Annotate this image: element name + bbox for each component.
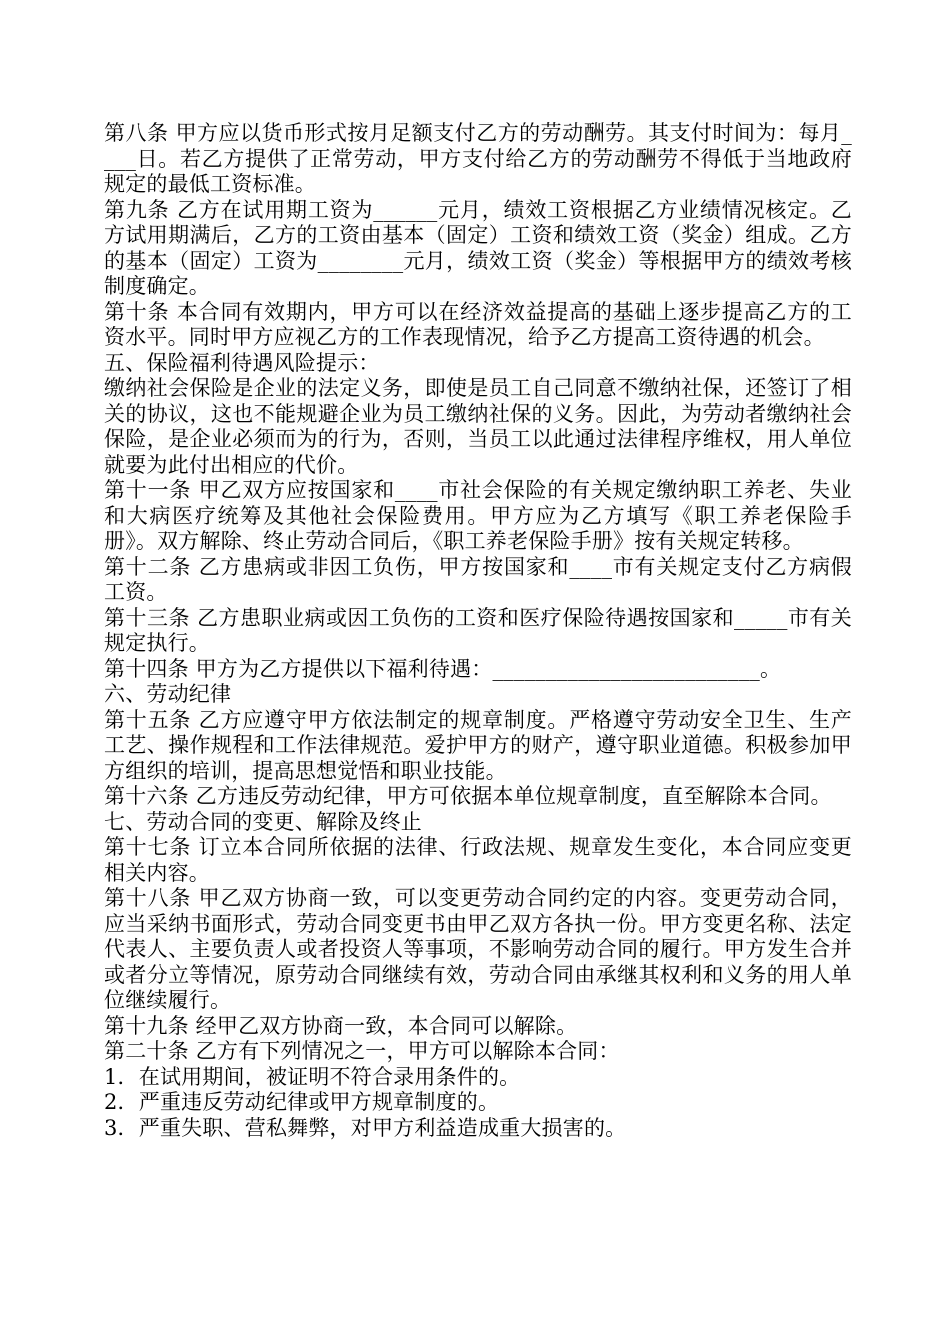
article-15: 第十五条 乙方应遵守甲方依法制定的规章制度。严格遵守劳动安全卫生、生产工艺、操作规程和工作法律规范。爱护甲方的财产，遵守职业道德。积极参加甲方组织的培训，提高思想觉悟和职业技能。 (104, 707, 852, 783)
insurance-risk-note: 缴纳社会保险是企业的法定义务，即使是员工自己同意不缴纳社保，还签订了相关的协议，这也不能规避企业为员工缴纳社保的义务。因此，为劳动者缴纳社会保险，是企业必须而为的行为，否则，当员工以此通过法律程序维权，用人单位就要为此付出相应的代价。 (104, 376, 852, 477)
document-page (104, 121, 852, 1141)
article-11: 第十一条 甲乙双方应按国家和____市社会保险的有关规定缴纳职工养老、失业和大病医疗统筹及其他社会保险费用。甲方应为乙方填写《职工养老保险手册》。双方解除、终止劳动合同后，《职工养老保险手册》按有关规定转移。 (104, 478, 852, 553)
section-heading-contract-change: 七、劳动合同的变更、解除及终止 (104, 809, 422, 834)
section-heading-discipline: 六、劳动纪律 (104, 682, 232, 706)
section-heading-insurance: 五、保险福利待遇风险提示： (104, 350, 380, 375)
article-17: 第十七条 订立本合同所依据的法律、行政法规、规章发生变化，本合同应变更相关内容。 (104, 835, 852, 885)
article-16: 第十六条 乙方违反劳动纪律，甲方可依据本单位规章制度，直至解除本合同。 (104, 784, 832, 808)
article-9: 第九条 乙方在试用期工资为______元月，绩效工资根据乙方业绩情况核定。乙方试用期满后，乙方的工资由基本（固定）工资和绩效工资（奖金）组成。乙方的基本（固定）工资为________元月，绩效工资（奖金）等根据甲方的绩效考核制度确定。 (104, 197, 852, 298)
list-item-3: 3．严重失职、营私舞弊，对甲方利益造成重大损害的。 (104, 1115, 627, 1140)
article-20: 第二十条 乙方有下列情况之一，甲方可以解除本合同： (104, 1039, 620, 1063)
article-8: 第八条 甲方应以货币形式按月足额支付乙方的劳动酬劳。其支付时间为：每月____日。若乙方提供了正常劳动，甲方支付给乙方的劳动酬劳不得低于当地政府规定的最低工资标准。 (104, 121, 852, 196)
list-item-2: 2．严重违反劳动纪律或甲方规章制度的。 (104, 1090, 500, 1114)
article-14: 第十四条 甲方为乙方提供以下福利待遇：_________________________。 (104, 656, 782, 681)
article-10: 第十条 本合同有效期内，甲方可以在经济效益提高的基础上逐步提高乙方的工资水平。同时甲方应视乙方的工作表现情况，给予乙方提高工资待遇的机会。 (104, 299, 852, 349)
article-12: 第十二条 乙方患病或非因工负伤，甲方按国家和____市有关规定支付乙方病假工资。 (104, 554, 852, 604)
article-18: 第十八条 甲乙双方协商一致，可以变更劳动合同约定的内容。变更劳动合同，应当采纳书面形式，劳动合同变更书由甲乙双方各执一份。甲方变更名称、法定代表人、主要负责人或者投资人等事项，不影响劳动合同的履行。甲方发生合并或者分立等情况，原劳动合同继续有效，劳动合同由承继其权利和义务的用人单位继续履行。 (104, 886, 852, 1012)
article-19: 第十九条 经甲乙双方协商一致，本合同可以解除。 (104, 1013, 578, 1038)
article-13: 第十三条 乙方患职业病或因工负伤的工资和医疗保险待遇按国家和_____市有关规定执行。 (104, 605, 852, 655)
list-item-1: 1．在试用期间，被证明不符合录用条件的。 (104, 1064, 521, 1089)
